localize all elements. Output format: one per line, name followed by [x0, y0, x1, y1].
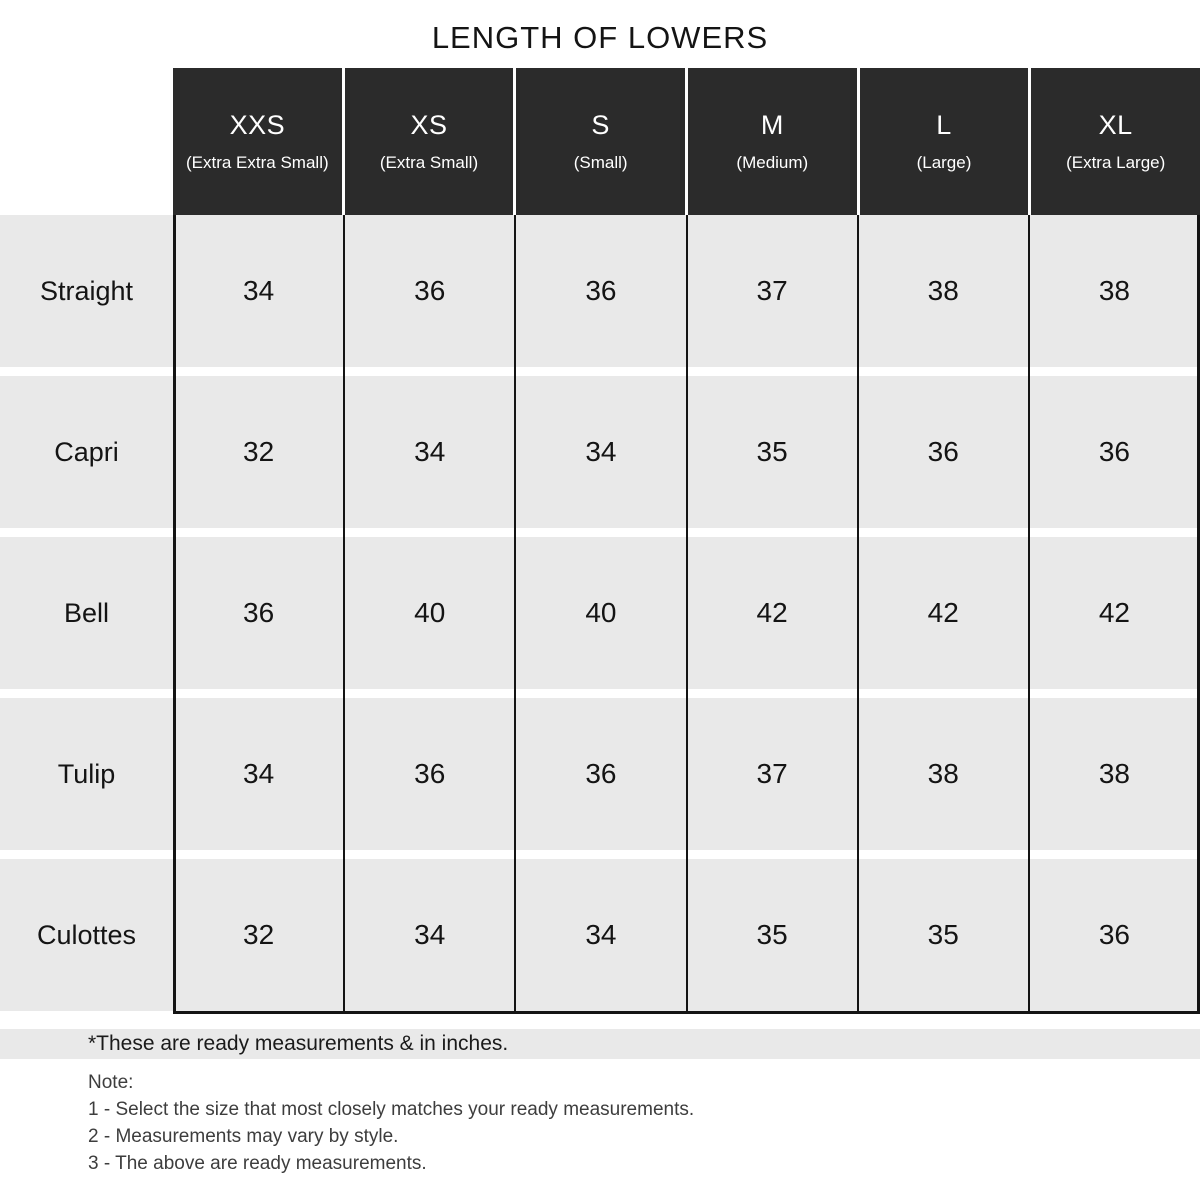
row-label-capri: Capri — [0, 376, 173, 528]
cell-value: 32 — [243, 436, 275, 467]
size-code: L — [936, 110, 952, 140]
size-code: M — [760, 110, 784, 140]
cell-value: 37 — [756, 275, 788, 306]
size-full-name: (Extra Small) — [379, 153, 479, 172]
column-header-m — [688, 68, 857, 215]
cell-value: 34 — [243, 275, 275, 306]
column-divider — [857, 215, 859, 1014]
column-header-xl — [1031, 68, 1200, 215]
cell-value: 36 — [585, 758, 617, 789]
cell-value: 34 — [585, 436, 617, 467]
note-item-1: 1 - Select the size that most closely matches your ready measurements. — [88, 1099, 695, 1120]
column-divider — [343, 215, 345, 1014]
size-full-name: (Extra Extra Small) — [186, 153, 329, 172]
size-code: XXS — [229, 110, 286, 140]
cell-value: 38 — [927, 275, 959, 306]
cell-value: 42 — [1098, 597, 1130, 628]
cell-value: 38 — [1098, 275, 1130, 306]
size-full-name: (Large) — [916, 153, 972, 172]
column-header-xxs — [173, 68, 342, 215]
row-label-culottes: Culottes — [0, 859, 173, 1011]
cell-value: 36 — [243, 597, 275, 628]
size-code: XS — [410, 110, 448, 140]
column-divider — [514, 215, 516, 1014]
note-heading: Note: — [88, 1072, 134, 1093]
note-item-3: 3 - The above are ready measurements. — [88, 1153, 427, 1174]
size-code: XL — [1098, 110, 1133, 140]
cell-value: 36 — [414, 275, 446, 306]
column-header-l — [860, 68, 1029, 215]
note-block — [88, 1072, 694, 1175]
note-item-2: 2 - Measurements may vary by style. — [88, 1126, 399, 1147]
cell-value: 36 — [585, 275, 617, 306]
table-border-bottom — [173, 1011, 1200, 1014]
column-header-s — [516, 68, 685, 215]
page-title: LENGTH OF LOWERS — [431, 20, 769, 55]
cell-value: 36 — [1098, 919, 1130, 950]
cell-value: 34 — [585, 919, 617, 950]
cell-value: 35 — [927, 919, 959, 950]
cell-value: 34 — [414, 919, 446, 950]
size-full-name: (Extra Large) — [1066, 153, 1166, 172]
cell-value: 38 — [1098, 758, 1130, 789]
cell-value: 40 — [414, 597, 446, 628]
column-divider — [686, 215, 688, 1014]
row-label-bell: Bell — [0, 537, 173, 689]
cell-value: 35 — [756, 919, 788, 950]
cell-value: 36 — [414, 758, 446, 789]
cell-value: 34 — [414, 436, 446, 467]
cell-value: 36 — [927, 436, 959, 467]
cell-value: 42 — [756, 597, 788, 628]
cell-value: 34 — [243, 758, 275, 789]
size-header-row — [173, 68, 1200, 215]
size-code: S — [591, 110, 610, 140]
cell-value: 42 — [927, 597, 959, 628]
cell-value: 37 — [756, 758, 788, 789]
column-header-xs — [345, 68, 514, 215]
size-full-name: (Small) — [573, 153, 628, 172]
measurement-grid — [173, 215, 1200, 1014]
row-label-tulip: Tulip — [0, 698, 173, 850]
cell-value: 38 — [927, 758, 959, 789]
row-label-straight: Straight — [0, 215, 173, 367]
cell-value: 36 — [1098, 436, 1130, 467]
size-full-name: (Medium) — [736, 153, 809, 172]
cell-value: 35 — [756, 436, 788, 467]
table-border-left — [173, 215, 176, 1014]
row-label-column — [0, 215, 173, 1020]
cell-value: 32 — [243, 919, 275, 950]
column-divider — [1028, 215, 1030, 1014]
cell-value: 40 — [585, 597, 617, 628]
footnote-text: *These are ready measurements & in inches. — [88, 1032, 509, 1055]
footnote-strip — [0, 1029, 1200, 1059]
